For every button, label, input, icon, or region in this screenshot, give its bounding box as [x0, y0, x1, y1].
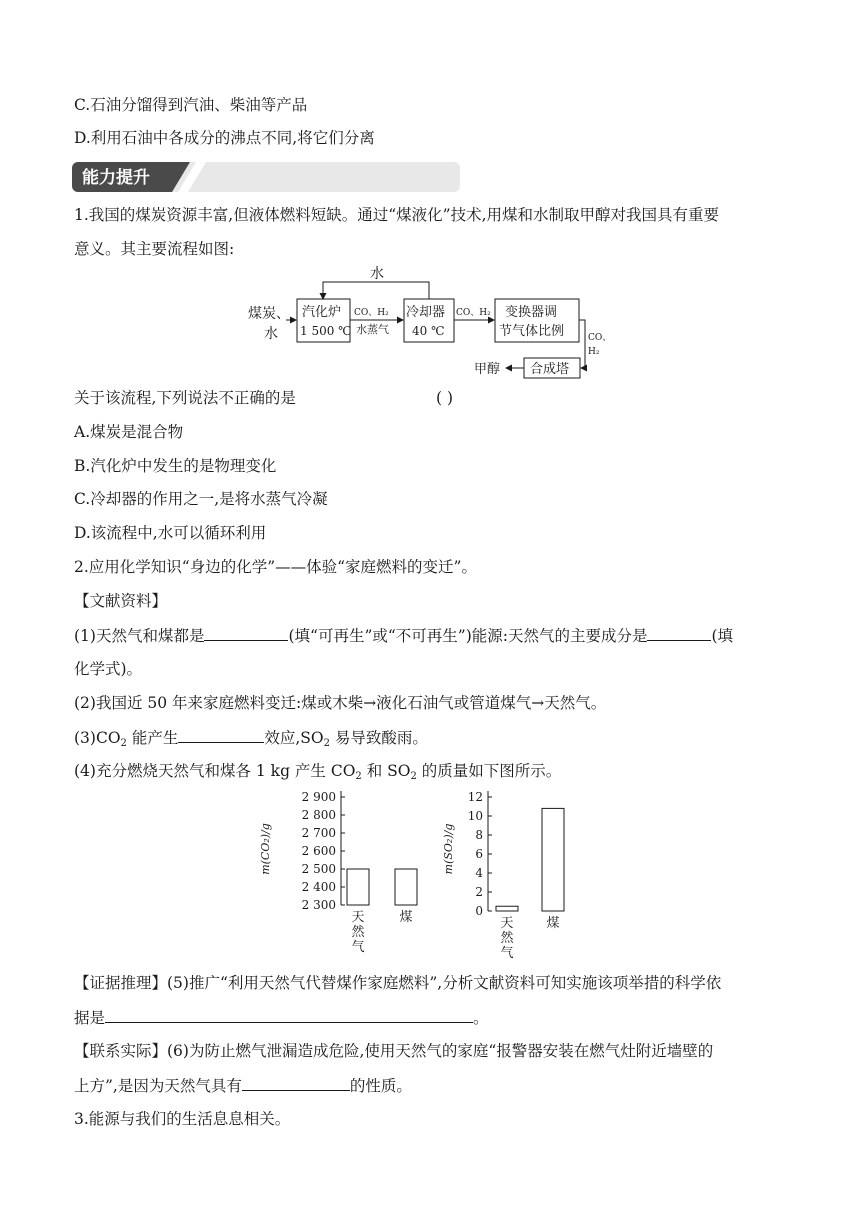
q1-line2: 意义。其主要流程如图: [74, 240, 235, 258]
q2-sub6-blank[interactable] [242, 1075, 350, 1091]
q2-sub1-text-a: (1)天然气和煤都是 [74, 627, 205, 645]
arrow1-bottom-label: 水蒸气 [356, 323, 389, 336]
y-tick-label: 2 900 [301, 790, 336, 804]
y-tick-label: 0 [475, 904, 483, 918]
subscript: 2 [410, 771, 417, 782]
converter-label-1: 变换器调 [505, 305, 558, 320]
process-flow-diagram [240, 262, 630, 384]
q1-option-a: A.煤炭是混合物 [74, 423, 184, 441]
section-title: 能力提升 [82, 168, 150, 188]
y-tick-label: 2 700 [301, 826, 336, 840]
y-tick-label: 8 [475, 828, 483, 842]
y-tick-label: 12 [467, 790, 483, 804]
q2-sub1 [74, 625, 733, 646]
q1-line1: 1.我国的煤炭资源丰富,但液体燃料短缺。通过“煤液化”技术,用煤和水制取甲醇对我国具有重要 [74, 206, 719, 224]
q2-sub3-blank[interactable] [178, 727, 264, 743]
arrow2-top-label: CO、H₂ [456, 308, 491, 318]
y-axis-label: m(CO₂)/g [259, 823, 272, 875]
q2-sub6-text-b: 的性质。 [349, 1077, 412, 1095]
option-c-top: C.石油分馏得到汽油、柴油等产品 [74, 96, 308, 114]
bar [395, 869, 417, 905]
option-d-top: D.利用石油中各成分的沸点不同,将它们分离 [74, 129, 375, 147]
input-coal-label: 煤炭、 [248, 306, 290, 322]
arrow3-label-1: CO、 [588, 333, 612, 343]
q2-sub1-text-b: (填“可再生”或“不可再生”)能源:天然气的主要成分是 [288, 627, 648, 645]
co2-bar-chart [255, 785, 430, 965]
q2-sub1-blank-2[interactable] [647, 625, 711, 641]
y-tick-label: 2 800 [301, 808, 336, 822]
y-tick-label: 2 300 [301, 898, 336, 912]
y-axis-label: m(SO₂)/g [442, 823, 455, 875]
y-tick-label: 2 400 [301, 880, 336, 894]
q2-sub3-text-b: 能产生 [126, 729, 179, 747]
cooler-label: 冷却器 [406, 305, 446, 320]
q1-option-d: D.该流程中,水可以循环利用 [74, 524, 267, 542]
arrow3-label-2: H₂ [588, 347, 600, 357]
y-tick-label: 2 [475, 885, 483, 899]
y-tick-label: 4 [475, 866, 483, 880]
synthesis-label: 合成塔 [530, 362, 570, 377]
water-loop-label: 水 [370, 266, 384, 282]
q2-sub6-line2 [74, 1075, 412, 1096]
q2-sub2: (2)我国近 50 年来家庭燃料变迁:煤或木柴→液化石油气或管道煤气→天然气。 [74, 694, 607, 712]
q2-sub6-text-a: 上方”,是因为天然气具有 [74, 1077, 242, 1095]
subscript: 2 [120, 738, 127, 749]
y-tick-label: 10 [467, 809, 483, 823]
q2-sub3-text-d: 易导致酸雨。 [329, 729, 428, 747]
x-category-label: 天 [500, 916, 514, 931]
q2-sub4-text-b: 和 SO [361, 762, 411, 780]
q1-stem: 关于该流程,下列说法不正确的是 [74, 389, 296, 407]
bar [347, 869, 369, 905]
q1-answer-paren: ( ) [436, 389, 454, 407]
q1-option-b: B.汽化炉中发生的是物理变化 [74, 457, 277, 475]
x-category-label: 天 [351, 910, 365, 925]
so2-bar-chart [438, 785, 588, 965]
x-category-label: 然 [500, 931, 514, 946]
q2-sub6-line1: 【联系实际】(6)为防止燃气泄漏造成危险,使用天然气的家庭“报警器安装在燃气灶附近墙壁的 [74, 1042, 714, 1060]
y-tick-label: 2 500 [301, 862, 336, 876]
converter-label-2: 节气体比例 [499, 324, 565, 339]
q3-line1: 3.能源与我们的生活息息相关。 [74, 1110, 291, 1128]
x-category-label: 气 [500, 946, 514, 961]
input-water-label: 水 [264, 326, 278, 342]
q2-sub4-text-a: (4)充分燃烧天然气和煤各 1 kg 产生 CO [74, 762, 356, 780]
x-category-label: 然 [351, 925, 365, 940]
methanol-label: 甲醇 [474, 362, 501, 377]
bar [496, 906, 518, 911]
x-category-label: 气 [351, 940, 365, 955]
x-category-label: 煤 [399, 910, 413, 925]
q2-literature-heading: 【文献资料】 [74, 592, 168, 610]
q2-sub3 [74, 727, 428, 748]
q2-sub3-text-a: (3)CO [74, 729, 121, 747]
cooler-temp: 40 ℃ [412, 324, 445, 338]
q2-sub5-text-a: 据是 [74, 1009, 106, 1027]
subscript: 2 [355, 771, 362, 782]
y-tick-label: 2 600 [301, 844, 336, 858]
q2-sub5-line1: 【证据推理】(5)推广“利用天然气代替煤作家庭燃料”,分析文献资料可知实施该项举措的科学依 [74, 974, 722, 992]
q1-option-c: C.冷却器的作用之一,是将水蒸气冷凝 [74, 490, 328, 508]
y-tick-label: 6 [475, 847, 483, 861]
arrow1-top-label: CO、H₂ [354, 308, 389, 318]
subscript: 2 [323, 738, 330, 749]
q2-line1: 2.应用化学知识“身边的化学”——体验“家庭燃料的变迁”。 [74, 558, 477, 576]
q2-sub5-line2 [74, 1007, 489, 1028]
q2-sub1-text-c: (填 [711, 627, 734, 645]
gasifier-temp: 1 500 ℃ [300, 324, 352, 338]
q2-sub3-text-c: 效应,SO [264, 729, 324, 747]
q2-sub1-blank-1[interactable] [204, 625, 288, 641]
q2-sub5-text-b: 。 [473, 1009, 489, 1027]
q2-sub5-blank[interactable] [105, 1007, 473, 1023]
q2-sub4-text-c: 的质量如下图所示。 [416, 762, 562, 780]
q2-sub1-cont: 化学式)。 [74, 660, 143, 678]
section-banner [72, 162, 460, 192]
x-category-label: 煤 [546, 916, 560, 931]
q2-sub4 [74, 761, 561, 781]
bar [542, 808, 564, 911]
gasifier-label: 汽化炉 [302, 305, 342, 320]
